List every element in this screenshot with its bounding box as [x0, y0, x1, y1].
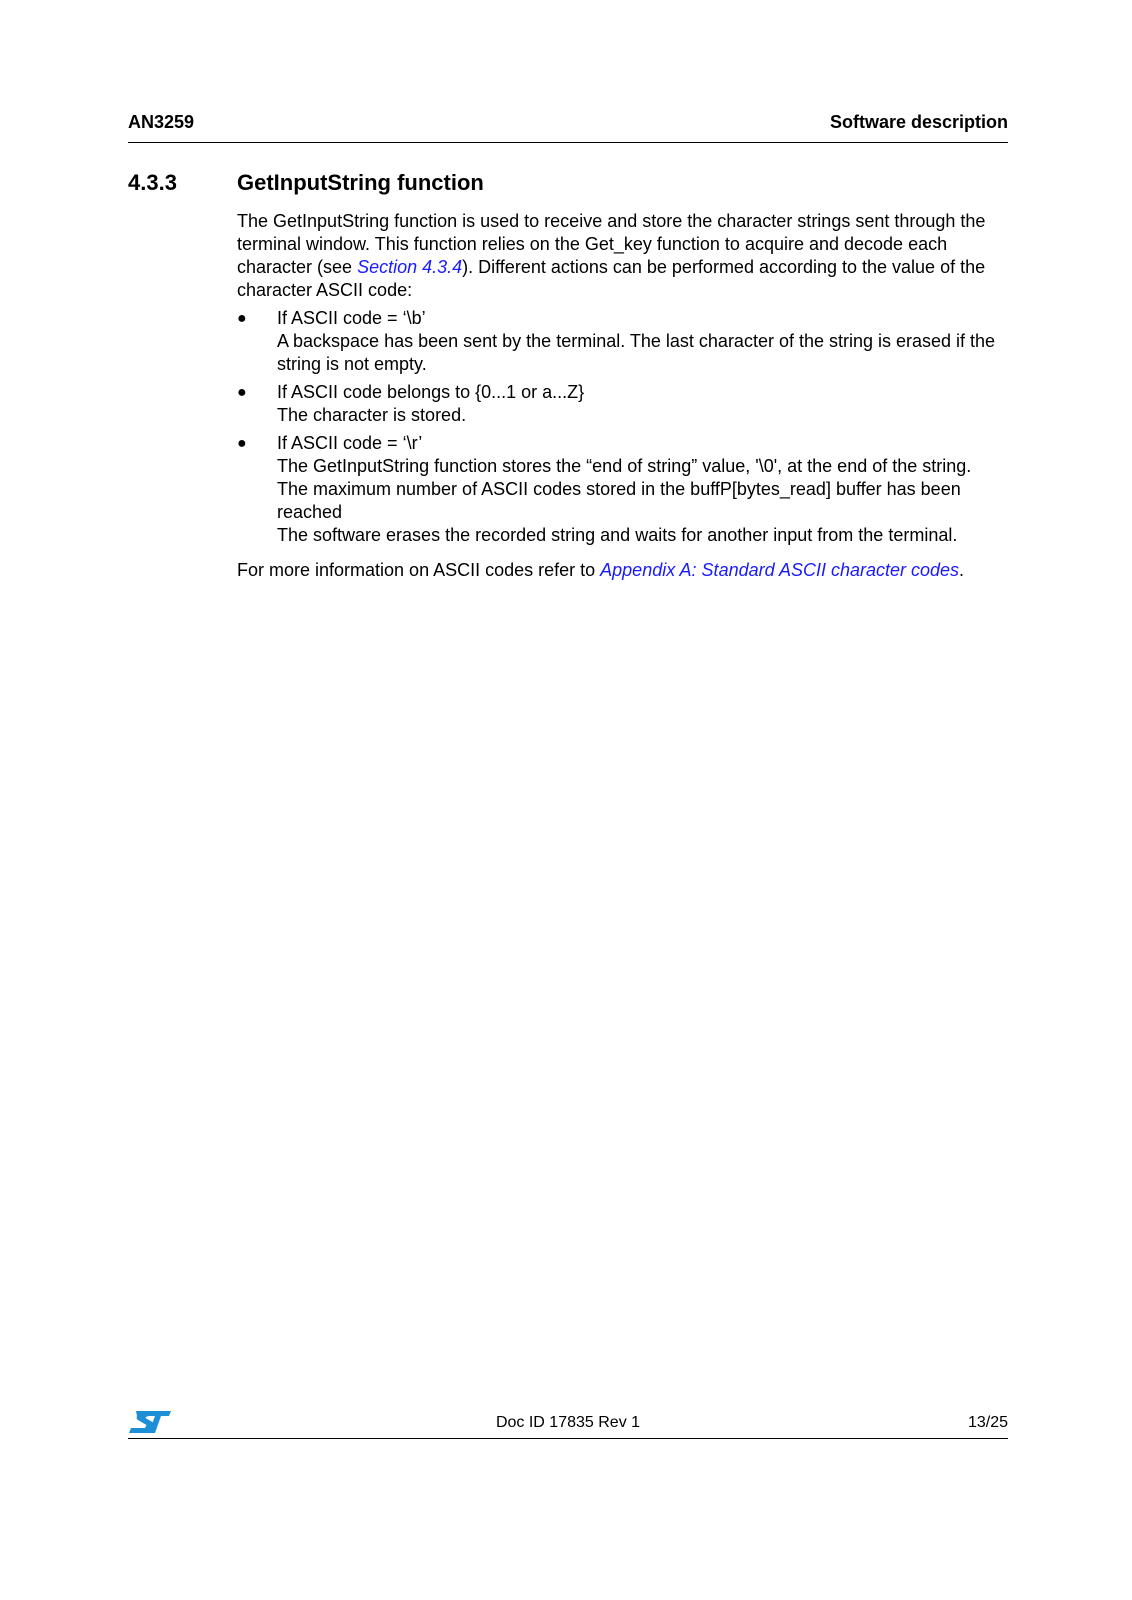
bullet-label: If ASCII code belongs to {0...1 or a...Z} — [277, 382, 585, 402]
bullet-detail: The software erases the recorded string and waits for another input from the terminal. — [277, 525, 958, 545]
section-number: 4.3.3 — [128, 170, 177, 195]
intro-text-2: ). Different actions can be performed according to the value of the character ASCII code: — [237, 257, 986, 300]
bullet-icon: ● — [237, 384, 247, 401]
bullet-label: If ASCII code = ‘\r’ — [277, 433, 423, 453]
section-body — [237, 210, 1009, 582]
bullet-item — [237, 381, 1009, 404]
intro-text-1: The GetInputString function is used to receive and store the character strings sent through the terminal window. This function relies on the Get_key function to acquire and decode each character (see — [237, 211, 986, 277]
intro-paragraph — [237, 210, 1009, 302]
bullet-icon: ● — [237, 310, 247, 327]
bullet-detail: The maximum number of ASCII codes stored in the buffP[bytes_read] buffer has been reached — [277, 479, 961, 522]
footer-page-number: 13/25 — [967, 1414, 1008, 1431]
footer-doc-id: Doc ID 17835 Rev 1 — [495, 1414, 641, 1431]
bullet-icon: ● — [237, 435, 247, 452]
page-header — [128, 108, 1008, 143]
appendix-link[interactable]: Appendix A: Standard ASCII character codes — [600, 560, 960, 580]
closing-end: . — [959, 560, 965, 580]
bullet-label: If ASCII code = ‘\b’ — [277, 308, 426, 328]
closing-paragraph — [237, 559, 1009, 582]
section-title: GetInputString function — [237, 170, 484, 195]
header-chapter-title: Software description — [829, 112, 1008, 132]
section-link[interactable]: Section 4.3.4 — [357, 257, 463, 277]
bullet-item — [237, 307, 1009, 330]
header-doc-code: AN3259 — [128, 112, 195, 132]
closing-text: For more information on ASCII codes refer to — [237, 560, 601, 580]
bullet-detail: The GetInputString function stores the “end of string” value, '\0', at the end of the string. — [277, 456, 972, 476]
bullet-detail: The character is stored. — [277, 405, 467, 425]
bullet-item — [237, 432, 1009, 455]
bullet-detail: A backspace has been sent by the terminal. The last character of the string is erased if the string is not empty. — [277, 331, 996, 374]
page-footer — [128, 1410, 1008, 1439]
